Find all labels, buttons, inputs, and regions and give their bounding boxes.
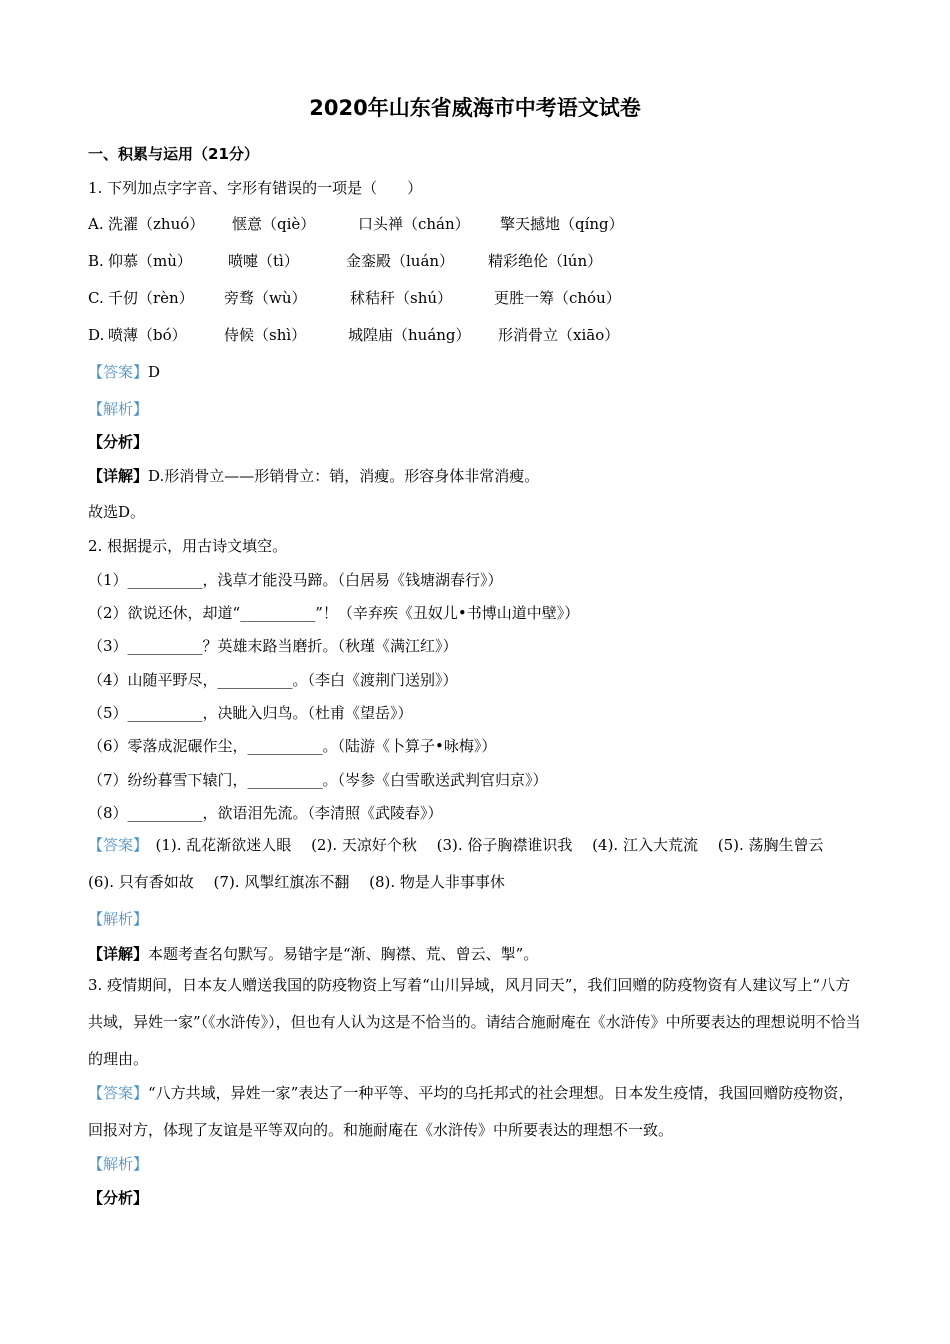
option-item: 口头禅（chán） — [358, 215, 470, 233]
option-item: 金銮殿（luán） — [346, 252, 455, 270]
q2-stem: 2. 根据提示，用古诗文填空。 — [88, 537, 288, 555]
q2-line-3: （3）__________？英雄末路当磨折。（秋瑾《满江红》） — [88, 637, 458, 655]
q1-fenxi-label: 【分析】 — [88, 433, 149, 451]
q1-analysis-label: 【解析】 — [88, 400, 149, 418]
q2-line-6: （6）零落成泥碾作尘，__________。（陆游《卜算子•咏梅》） — [88, 737, 497, 755]
q1-stem: 1. 下列加点字字音、字形有错误的一项是（ ） — [88, 179, 423, 197]
option-item: 擎天撼地（qíng） — [500, 215, 624, 233]
q2-line-4: （4）山随平野尽，__________。（李白《渡荆门送别》） — [88, 671, 458, 689]
q3-analysis-label: 【解析】 — [88, 1155, 149, 1173]
option-item: 千仞（rèn） — [108, 289, 194, 307]
option-item: 喷薄（bó） — [108, 326, 187, 344]
detail-text: D.形消骨立——形销骨立：销，消瘦。形容身体非常消瘦。 — [148, 467, 540, 485]
q2-detail — [88, 944, 538, 964]
option-item: 侍候（shì） — [224, 326, 307, 344]
q1-conclusion: 故选D。 — [88, 503, 146, 521]
option-letter: C. — [88, 289, 104, 307]
q2-line-5: （5）__________，决眦入归鸟。（杜甫《望岳》） — [88, 704, 413, 722]
option-item: 更胜一筹（chóu） — [494, 289, 621, 307]
q3-answer — [88, 1075, 863, 1149]
option-item: 仰慕（mù） — [108, 252, 192, 270]
q1-answer — [88, 362, 160, 382]
option-letter: A. — [88, 215, 104, 233]
q1-detail — [88, 466, 539, 486]
answer-text: D — [148, 363, 161, 381]
answer-label: 【答案】 — [88, 836, 141, 854]
answer-text: “八方共域，异姓一家”表达了一种平等、平均的乌托邦式的社会理想。日本发生疫情，我国回赠防疫物资，回报对方，体现了友谊是平等双向的。和施耐庵在《水浒传》中所要表达的理想不一致。 — [88, 1084, 854, 1139]
q2-line-7: （7）纷纷暮雪下辕门，__________。（岑参《白雪歌送武判官归京》） — [88, 771, 548, 789]
detail-label: 【详解】 — [88, 467, 149, 485]
option-item: 秫秸秆（shú） — [350, 289, 453, 307]
option-letter: B. — [88, 252, 104, 270]
q2-line-2: （2）欲说还休，却道“__________”！（辛弃疾《丑奴儿•书博山道中壁》） — [88, 604, 580, 622]
answer-label: 【答案】 — [88, 1084, 149, 1102]
option-item: 旁骛（wù） — [224, 289, 307, 307]
answer-text: (1). 乱花渐欲迷人眼 (2). 天凉好个秋 (3). 俗子胸襟谁识我 (4). 江入大荒流 (5). 荡胸生曾云 (6). 只有香如故 (7). 风掣红旗冻不翻 (8). 物是人非事事休 — [88, 836, 839, 891]
page-title: 2020年山东省威海市中考语文试卷 — [309, 96, 641, 120]
option-item: 喷嚏（tì） — [228, 252, 299, 270]
q2-line-1: （1）__________，浅草才能没马蹄。（白居易《钱塘湖春行》） — [88, 571, 503, 589]
option-letter: D. — [88, 326, 105, 344]
q2-answer — [88, 827, 863, 901]
option-item: 城隍庙（huáng） — [348, 326, 471, 344]
q3-fenxi-label: 【分析】 — [88, 1189, 149, 1207]
q3-stem: 3. 疫情期间，日本友人赠送我国的防疫物资上写着“山川异域，风月同天”，我们回赠的防疫物资有人建议写上“八方共域，异姓一家”（《水浒传》），但也有人认为这是不恰当的。请结合施耐庵在《水浒传》中所要表达的理想说明不恰当的理由。 — [88, 976, 861, 1068]
option-item: 洗濯（zhuó） — [108, 215, 205, 233]
detail-text: 本题考查名句默写。易错字是“渐、胸襟、荒、曾云、掣”。 — [148, 945, 539, 963]
q2-analysis-label: 【解析】 — [88, 910, 149, 928]
option-item: 惬意（qiè） — [232, 215, 316, 233]
section-heading: 一、积累与运用（21分） — [88, 145, 259, 163]
q2-line-8: （8）__________，欲语泪先流。（李清照《武陵春》） — [88, 804, 443, 822]
answer-label: 【答案】 — [88, 363, 149, 381]
detail-label: 【详解】 — [88, 945, 149, 963]
option-item: 精彩绝伦（lún） — [488, 252, 603, 270]
option-item: 形消骨立（xiāo） — [498, 326, 620, 344]
